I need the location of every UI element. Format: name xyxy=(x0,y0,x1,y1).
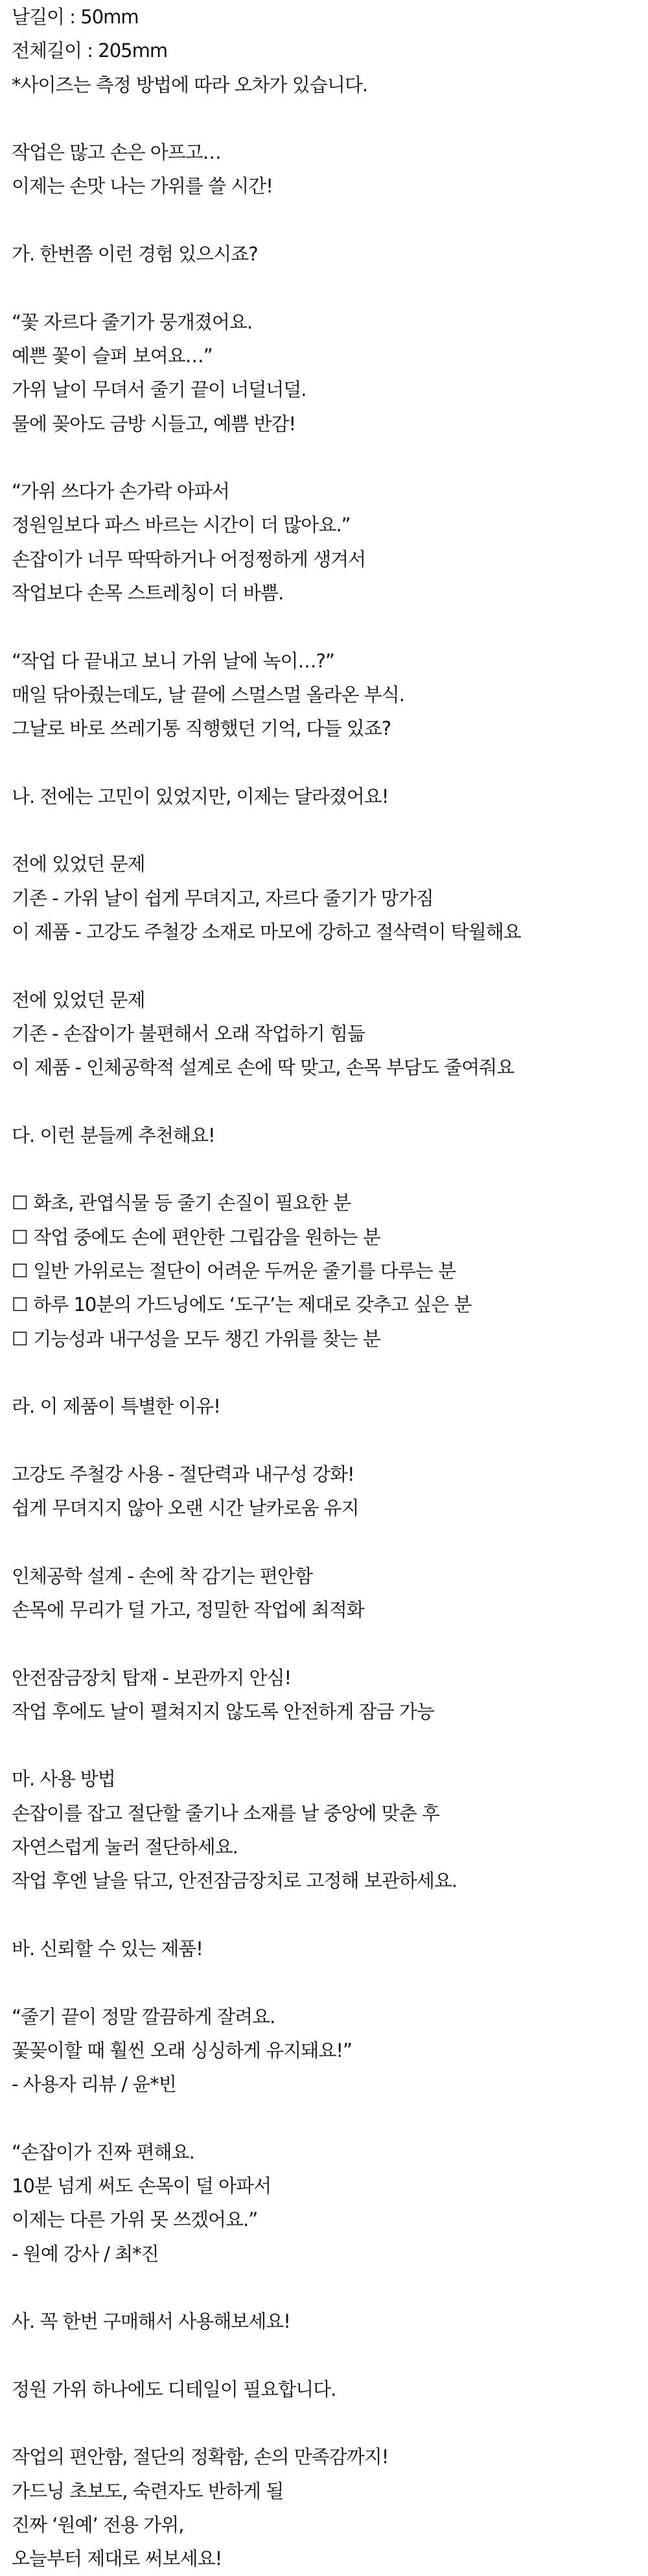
text-line: 전에 있었던 문제 xyxy=(12,853,145,876)
text-line: 다. 이런 분들께 추천해요! xyxy=(12,1124,215,1146)
text-line: 고강도 주철강 사용 - 절단력과 내구성 강화! xyxy=(12,1463,354,1485)
text-line: 작업보다 손목 스트레칭이 더 바쁨. xyxy=(12,582,284,605)
text-line: 손잡이가 너무 딱딱하거나 어정쩡하게 생겨서 xyxy=(12,548,366,570)
paragraph-gap xyxy=(12,1525,636,1559)
paragraph-gap xyxy=(12,2271,636,2304)
text-line: “작업 다 끝내고 보니 가위 날에 녹이…?” xyxy=(12,649,334,672)
text-line: 손잡이를 잡고 절단할 줄기나 소재를 날 중앙에 맞춘 후 xyxy=(12,1802,440,1824)
text-line: 이 제품 - 고강도 주철강 소재로 마모에 강하고 절삭력이 탁월해요 xyxy=(12,921,521,944)
text-line: 가. 한번쯤 이런 경험 있으시죠? xyxy=(12,243,258,266)
text-line: 꽃꽂이할 때 훨씬 오래 싱싱하게 유지돼요!” xyxy=(12,2039,352,2061)
paragraph-gap xyxy=(12,102,636,135)
text-line: - 사용자 리뷰 / 윤*빈 xyxy=(12,2073,176,2096)
text-line: 진짜 ‘원예’ 전용 가위, xyxy=(12,2513,184,2536)
text-line: 쉽게 무뎌지지 않아 오랜 시간 날카로움 유지 xyxy=(12,1497,359,1520)
text-line: 물에 꽂아도 금방 시들고, 예쁨 반감! xyxy=(12,412,296,435)
text-line: 이 제품 - 인체공학적 설계로 손에 딱 맞고, 손목 부담도 줄여줘요 xyxy=(12,1056,515,1079)
paragraph-gap xyxy=(12,203,636,237)
product-description-document xyxy=(12,0,636,2576)
paragraph-gap xyxy=(12,1728,636,1762)
text-line: *사이즈는 측정 방법에 따라 오차가 있습니다. xyxy=(12,73,368,96)
text-line: 손목에 무리가 덜 가고, 정밀한 작업에 최적화 xyxy=(12,1598,364,1621)
paragraph-gap xyxy=(12,610,636,644)
text-line: “손잡이가 진짜 편해요. xyxy=(12,2141,194,2163)
paragraph-gap xyxy=(12,1898,636,1932)
text-line: ☐ 기능성과 내구성을 모두 챙긴 가위를 찾는 분 xyxy=(12,1327,380,1350)
text-line: 작업의 편안함, 절단의 정확함, 손의 만족감까지! xyxy=(12,2446,389,2468)
text-line: 작업 후엔 날을 닦고, 안전잠금장치로 고정해 보관하세요. xyxy=(12,1870,457,1892)
text-line: 이제는 다른 가위 못 쓰겠어요.” xyxy=(12,2209,258,2231)
text-line: ☐ 일반 가위로는 절단이 어려운 두꺼운 줄기를 다루는 분 xyxy=(12,1259,456,1282)
paragraph-gap xyxy=(12,1966,636,1999)
text-line: 그날로 바로 쓰레기통 직행했던 기억, 다들 있죠? xyxy=(12,717,391,740)
text-line: “꽃 자르다 줄기가 뭉개졌어요. xyxy=(12,310,253,333)
paragraph-gap xyxy=(12,441,636,474)
paragraph-gap xyxy=(12,271,636,305)
text-line: “가위 쓰다가 손가락 아파서 xyxy=(12,480,229,503)
text-line: 이제는 손맛 나는 가위를 쓸 시간! xyxy=(12,175,273,198)
paragraph-gap xyxy=(12,1423,636,1457)
text-line: 작업은 많고 손은 아프고… xyxy=(12,141,221,164)
paragraph-gap xyxy=(12,813,636,847)
text-line: 자연스럽게 눌러 절단하세요. xyxy=(12,1836,238,1859)
text-line: 정원 가위 하나에도 디테일이 필요합니다. xyxy=(12,2378,336,2400)
paragraph-gap xyxy=(12,2406,636,2440)
text-line: 안전잠금장치 탑재 - 보관까지 안심! xyxy=(12,1666,292,1689)
text-line: ☐ 화초, 관엽식물 등 줄기 손질이 필요한 분 xyxy=(12,1192,351,1214)
text-line: 정원일보다 파스 바르는 시간이 더 많아요.” xyxy=(12,514,351,537)
paragraph-gap xyxy=(12,746,636,780)
paragraph-gap xyxy=(12,1085,636,1119)
text-line: 기존 - 손잡이가 불편해서 오래 작업하기 힘듦 xyxy=(12,1022,365,1045)
paragraph-gap xyxy=(12,1356,636,1389)
text-line: 마. 사용 방법 xyxy=(12,1768,115,1791)
text-line: 인체공학 설계 - 손에 착 감기는 편안함 xyxy=(12,1564,312,1587)
text-line: ☐ 작업 중에도 손에 편안한 그립감을 원하는 분 xyxy=(12,1225,380,1248)
text-line: ☐ 하루 10분의 가드닝에도 ‘도구’는 제대로 갖추고 싶은 분 xyxy=(12,1294,472,1316)
text-line: 작업 후에도 날이 펼쳐지지 않도록 안전하게 잠금 가능 xyxy=(12,1700,434,1723)
text-line: 예쁜 꽃이 슬퍼 보여요…” xyxy=(12,344,213,367)
text-line: “줄기 끝이 정말 깔끔하게 잘려요. xyxy=(12,2005,275,2028)
text-line: 사. 꼭 한번 구매해서 사용해보세요! xyxy=(12,2310,290,2333)
text-line: 매일 닦아줬는데도, 날 끝에 스멀스멀 올라온 부식. xyxy=(12,683,405,706)
text-line: 전에 있었던 문제 xyxy=(12,988,145,1011)
paragraph-gap xyxy=(12,2101,636,2135)
paragraph-gap xyxy=(12,1627,636,1660)
text-line: 기존 - 가위 날이 쉽게 무뎌지고, 자르다 줄기가 망가짐 xyxy=(12,887,434,909)
text-line: 나. 전에는 고민이 있었지만, 이제는 달라졌어요! xyxy=(12,785,389,807)
paragraph-gap xyxy=(12,1152,636,1186)
text-line: 전체길이 : 205mm xyxy=(12,40,168,62)
text-line: 가위 날이 무뎌서 줄기 끝이 너덜너덜. xyxy=(12,378,307,401)
text-line: - 원예 강사 / 최*진 xyxy=(12,2242,159,2265)
text-line: 10분 넘게 써도 손목이 덜 아파서 xyxy=(12,2175,272,2197)
text-line: 가드닝 초보도, 숙련자도 반하게 될 xyxy=(12,2479,284,2502)
text-line: 오늘부터 제대로 써보세요! xyxy=(12,2547,222,2570)
text-line: 라. 이 제품이 특별한 이유! xyxy=(12,1395,220,1418)
text-line: 날길이 : 50mm xyxy=(12,6,139,28)
paragraph-gap xyxy=(12,949,636,982)
text-line: 바. 신뢰할 수 있는 제품! xyxy=(12,1937,203,1960)
paragraph-gap xyxy=(12,2338,636,2372)
